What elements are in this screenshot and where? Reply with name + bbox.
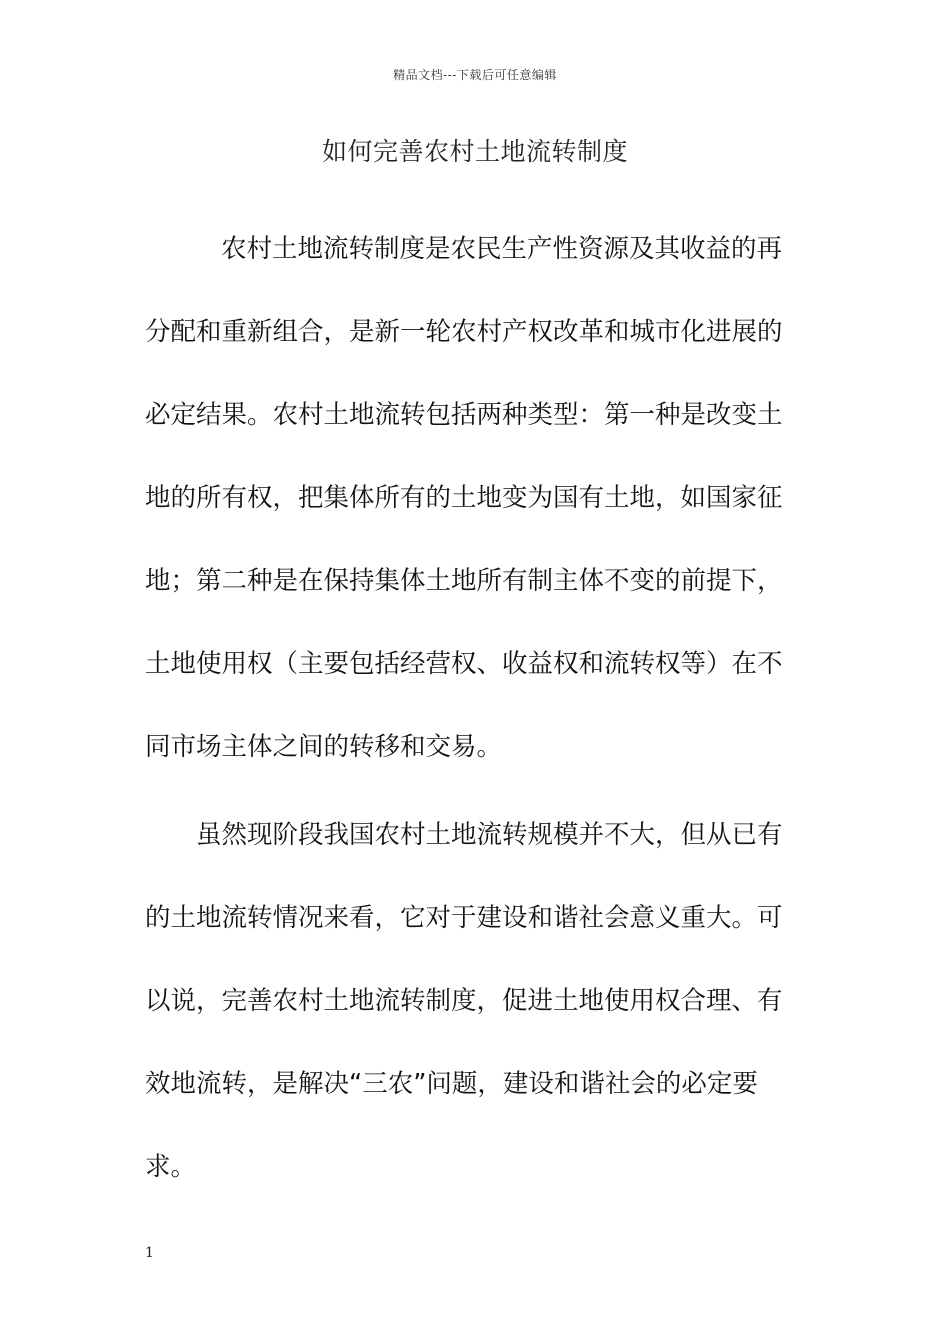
paragraph-line: 同市场主体之间的转移和交易。 xyxy=(145,732,503,762)
paragraph-line: 效地流转，是解决“三农”问题，建设和谐社会的必定要 xyxy=(145,1069,758,1099)
paragraph-line: 以说，完善农村土地流转制度，促进土地使用权合理、有 xyxy=(145,986,783,1016)
page-header: 精品文档---下载后可任意编辑 xyxy=(393,68,557,82)
paragraph-line: 地的所有权，把集体所有的土地变为国有土地，如国家征 xyxy=(145,483,783,513)
paragraph-line: 地；第二种是在保持集体土地所有制主体不变的前提下， xyxy=(145,566,783,596)
paragraph-line: 土地使用权（主要包括经营权、收益权和流转权等）在不 xyxy=(145,649,783,679)
paragraph-1 xyxy=(145,208,785,789)
paragraph-line: 的土地流转情况来看，它对于建设和谐社会意义重大。可 xyxy=(145,903,783,933)
document-title: 如何完善农村土地流转制度 xyxy=(321,137,628,166)
paragraph-line: 分配和重新组合，是新一轮农村产权改革和城市化进展的 xyxy=(145,317,783,347)
paragraph-line: 农村土地流转制度是农民生产性资源及其收益的再 xyxy=(221,234,783,264)
paragraph-line: 求。 xyxy=(145,1152,197,1182)
paragraph-line: 必定结果。农村土地流转包括两种类型：第一种是改变土 xyxy=(145,400,783,430)
paragraph-2 xyxy=(145,794,785,1209)
page-number: 1 xyxy=(145,1245,154,1261)
paragraph-line: 虽然现阶段我国农村土地流转规模并不大，但从已有 xyxy=(196,820,783,850)
